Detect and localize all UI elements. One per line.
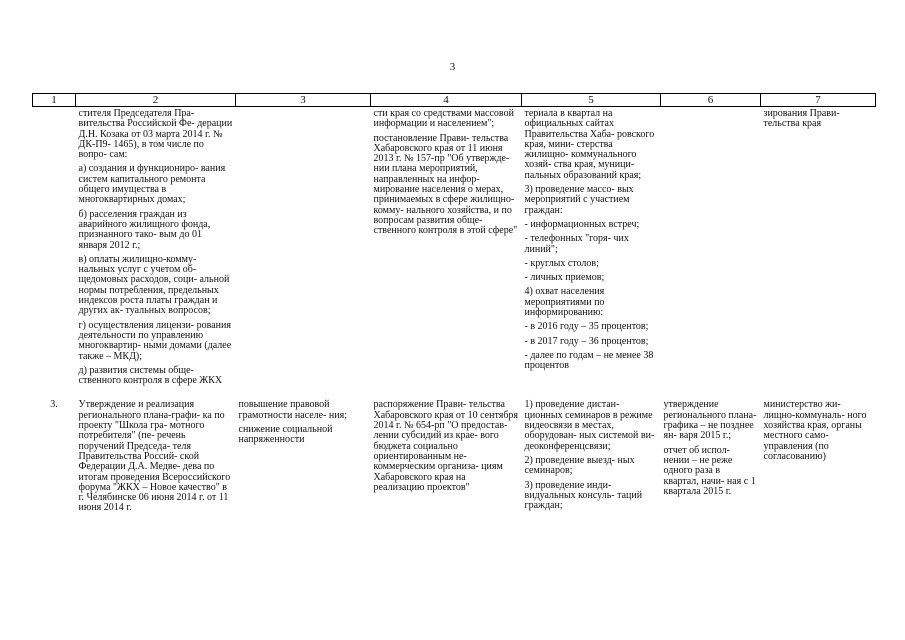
cell-paragraph: 1) проведение дистан- ционных семинаров в режиме видеосвязи в местах, оборудован- ных системой ви- деоконференцсвязи; [524,399,655,452]
table-cell [236,390,371,517]
cell-paragraph: сти края со средствами массовой информации и населением"; [373,108,514,130]
column-number: 4 [371,94,522,107]
cell-paragraph: б) расселения граждан из аварийного жилищного фонда, признанного тако- вым до 01 января 2012 г.; [78,208,211,251]
table-row [33,107,876,391]
cell-paragraph: зирования Прави- тельства края [763,108,840,130]
cell-paragraph: 3. [50,399,58,411]
table-cell [33,107,76,391]
cell-paragraph: - далее по годам – не менее 38 процентов [524,349,654,372]
cell-paragraph: а) создания и функциониро- вания систем капитального ремонта общего имущества в многоквартирных домах; [78,163,226,206]
table-cell [761,390,876,517]
column-number: 1 [33,94,76,107]
table-cell [371,107,522,391]
table-cell [76,390,236,517]
cell-paragraph: снижение социальной напряженности [238,424,333,446]
table-cell [371,390,522,517]
column-number: 2 [76,94,236,107]
table-cell [661,390,761,517]
cell-paragraph: териала в квартал на официальных сайтах Правительства Хаба- ровского края, мини- стерства жилищно- коммунального хозяй- ства края, муници- пальных образований края; [524,108,655,181]
cell-paragraph: 4) охват населения мероприятиями по информированию: [524,286,605,319]
cell-paragraph: - личных приемов; [524,272,605,284]
cell-paragraph: - информационных встреч; [524,218,640,230]
table-row [33,390,876,517]
cell-paragraph: 2) проведение выезд- ных семинаров; [524,454,635,477]
table-cell [522,107,661,391]
cell-paragraph: стителя Председателя Пра- вительства Российской Фе- дерации Д.Н. Козака от 03 марта 2014 г. № ДК-П9- 1465), в том числе по вопро- сам: [78,108,233,161]
cell-paragraph: д) развития системы обще- ственного контроля в сфере ЖКХ [78,364,223,387]
cell-paragraph: отчет об испол- нении – не реже одного раза в квартал, начи- ная с 1 квартала 2015 г. [663,444,756,497]
document-table [32,93,876,518]
cell-paragraph: - телефонных "горя- чих линий"; [524,233,629,255]
table-cell [761,107,876,391]
cell-paragraph: - в 2017 году – 36 процентов; [524,335,649,347]
table-cell [661,107,761,391]
cell-paragraph: - круглых столов; [524,257,599,269]
cell-paragraph: распоряжение Прави- тельства Хабаровского края от 10 сентября 2014 г. № 654-рп "О предостав- лении субсидий из крае- вого бюджета социально ориентированным не- коммерческим организа- циям Хабаровского края на реализацию проектов" [373,399,519,493]
cell-paragraph: министерство жи- лищно-коммуналь- ного хозяйства края, органы местного само- управления (по согласованию) [763,399,867,462]
column-number-row [33,94,876,107]
table-cell [33,390,76,517]
table-cell [522,390,661,517]
cell-paragraph: постановление Прави- тельства Хабаровского края от 11 июня 2013 г. № 157-пр "Об утвержде- нии плана мероприятий, направленных на инфор- мирование населения о мерах, принимаемых в сфере жилищно-комму- нального хозяйства, и по вопросам развития обще- ственного контроля в этой сфере" [373,132,518,237]
column-number: 6 [661,94,761,107]
column-number: 5 [522,94,661,107]
cell-paragraph: г) осуществления лицензи- рования деятельности по управлению многоквартир- ными домами (далее также – МКД); [78,319,232,362]
cell-paragraph: 3) проведение инди- видуальных консуль- таций граждан; [524,479,643,512]
cell-paragraph: в) оплаты жилищно-комму- нальных услуг с учетом об- щедомовых расходов, соци- альной нормы потребления, предельных индексов роста платы граждан и других ак- туальных вопросов; [78,253,230,317]
cell-paragraph: утверждение регионального плана-графика – не позднее ян- варя 2015 г.; [663,399,757,442]
cell-paragraph: 3) проведение массо- вых мероприятий с участием граждан: [524,184,634,216]
column-number: 7 [761,94,876,107]
table-body [33,107,876,518]
cell-paragraph: Утверждение и реализация регионального плана-графи- ка по проекту "Школа гра- мотного потребителя" (пе- речень поручений Председа- теля Правительства Россий- ской Федерации Д.А. Медве- дева по итогам проведения Всероссийского форума "ЖКХ – Новое качество" в г. Челябинске 06 июня 2014 г. от 11 июня 2014 г. [78,399,231,514]
table-cell [236,107,371,391]
cell-paragraph: - в 2016 году – 35 процентов; [524,321,649,333]
page-number: 3 [449,61,456,73]
cell-paragraph: повышение правовой грамотности населе- ния; [238,399,347,421]
column-number: 3 [236,94,371,107]
table-cell [76,107,236,391]
